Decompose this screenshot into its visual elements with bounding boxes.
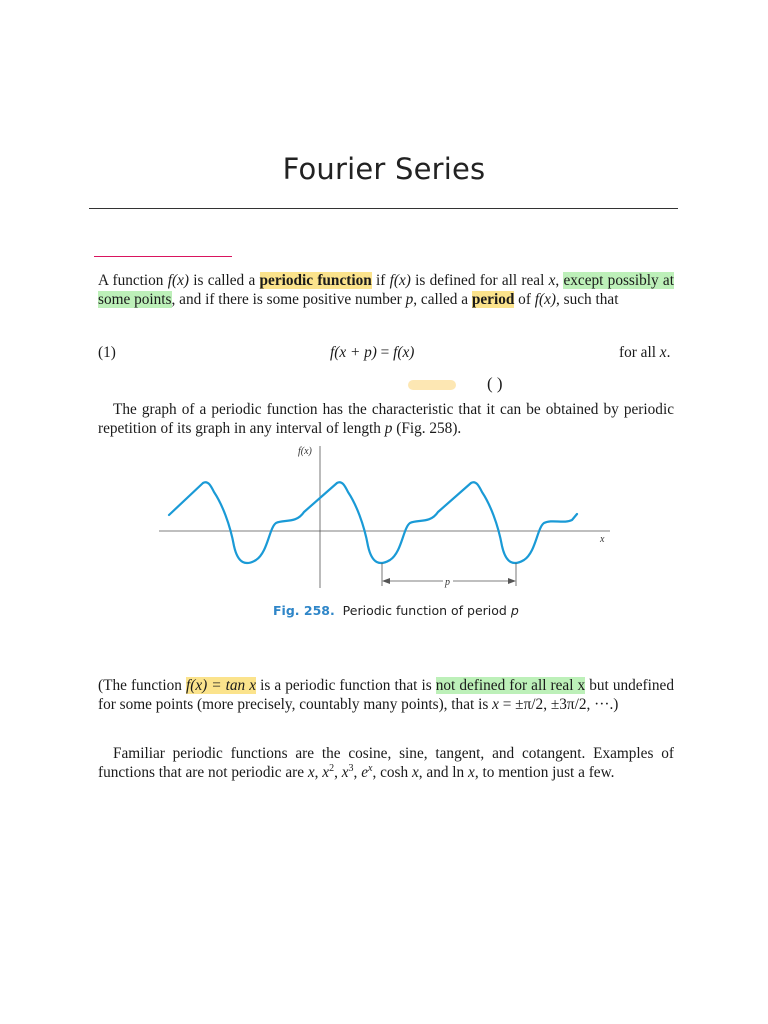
page-title: Fourier Series <box>282 152 486 186</box>
section-accent-rule <box>94 256 232 257</box>
highlighter-mark <box>408 380 456 390</box>
empty-parentheses: ( ) <box>487 374 503 393</box>
familiar-functions-paragraph: Familiar periodic functions are the cosine, sine, tangent, and cotangent. Examples of functions that are not periodic are x, $x^2$, $x^3$, $e^x$, cosh x, and ln x, to mention just a few. <box>98 745 674 781</box>
x-axis-label: x <box>600 534 605 545</box>
highlight-tan: f(x) = tan x <box>185 677 257 694</box>
period-arrow-right <box>508 578 516 584</box>
periodic-function-figure <box>150 438 620 598</box>
highlight-not-defined: not defined for all real x <box>435 677 586 694</box>
y-axis-label: f(x) <box>298 446 312 457</box>
highlight-except-points: except possibly at some points <box>98 272 674 308</box>
tan-paragraph: (The function f(x) = tan x is a periodic function that is not defined for all real x but undefined for some points (more precisely, countably many points), that is x = ±π/2, ±3π/2, ···.) <box>98 677 674 713</box>
equation-periodicity: f(x + p) = f(x) <box>330 344 415 361</box>
title-rule <box>89 208 678 209</box>
definition-paragraph: A function f(x) is called a periodic function if f(x) is defined for all real x, except possibly at some points, and if there is some positive number p, called a period of f(x), such that <box>98 272 674 308</box>
equation-condition: for all x. <box>619 344 671 361</box>
highlight-period: period <box>471 290 515 308</box>
graph-paragraph: The graph of a periodic function has the characteristic that it can be obtained by periodic repetition of its graph in any interval of length p (Fig. 258). <box>98 401 674 437</box>
highlight-periodic-function: periodic function <box>259 272 372 289</box>
period-label: p <box>445 577 450 588</box>
period-arrow-left <box>382 578 390 584</box>
figure-caption: Fig. 258. Periodic function of period p <box>273 603 519 618</box>
periodic-curve <box>169 482 577 563</box>
figure-caption-label: Fig. 258. <box>273 603 335 618</box>
equation-number: (1) <box>98 344 116 361</box>
